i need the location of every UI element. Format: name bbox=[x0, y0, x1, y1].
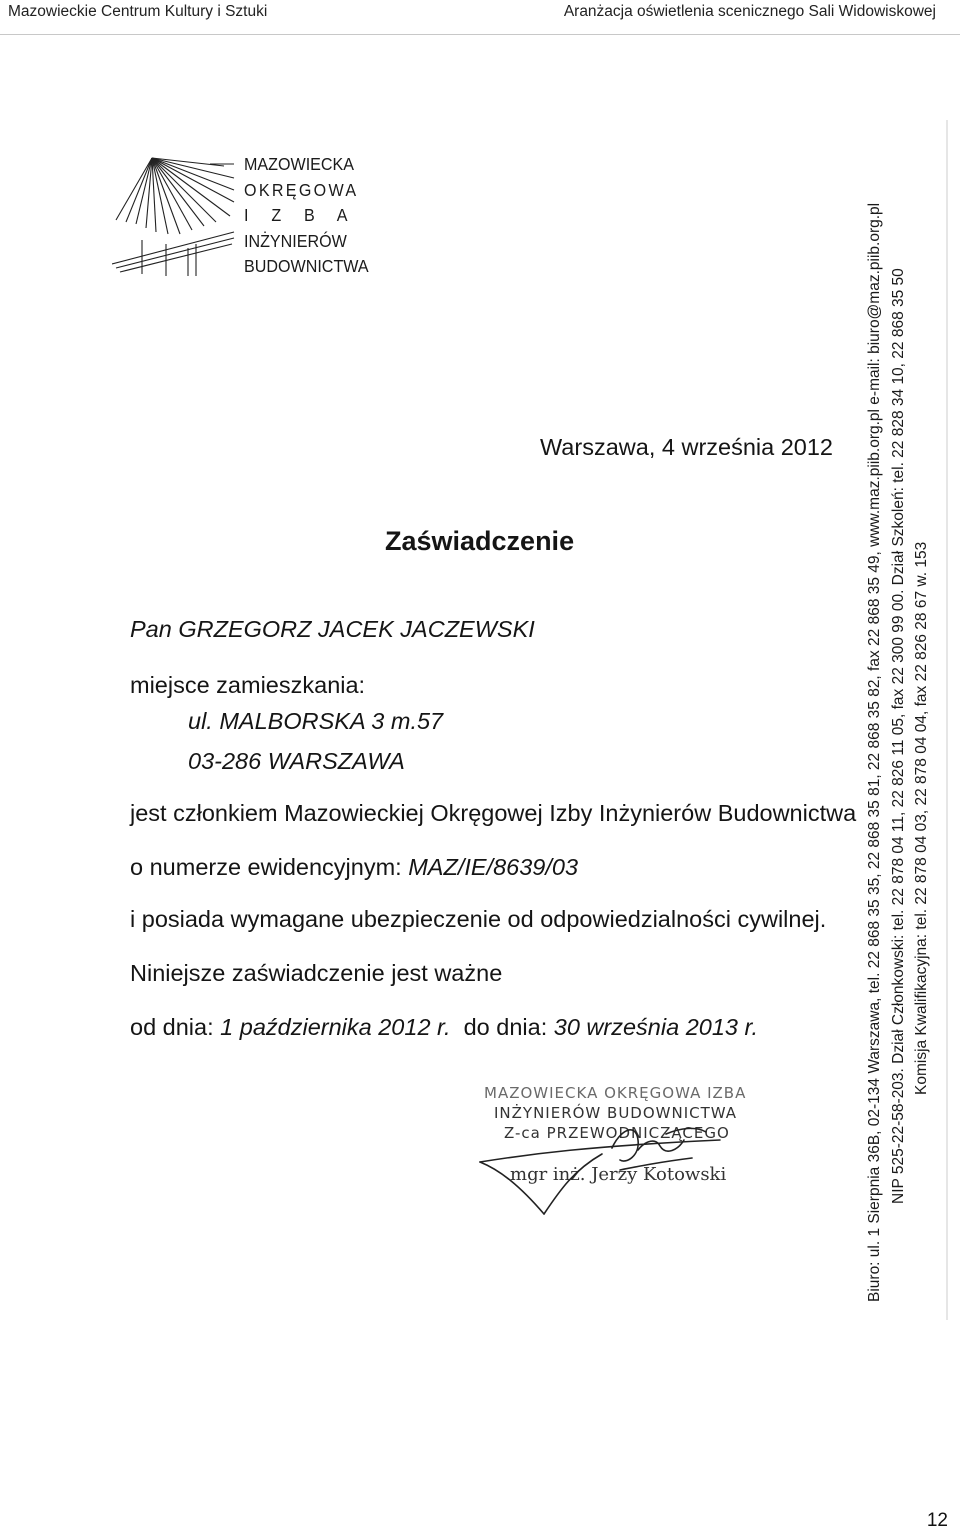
insurance-statement: i posiada wymagane ubezpieczenie od odpowiedzialności cywilnej. bbox=[130, 906, 827, 932]
validity-statement: Niniejsze zaświadczenie jest ważne bbox=[130, 960, 503, 986]
residence-city: 03-286 WARSZAWA bbox=[188, 748, 405, 774]
chamber-logo-text bbox=[244, 152, 369, 280]
document-date: Warszawa, 4 września 2012 bbox=[540, 434, 834, 460]
residence-street: ul. MALBORSKA 3 m.57 bbox=[188, 708, 444, 734]
residence-label: miejsce zamieszkania: bbox=[130, 672, 366, 698]
header-right-text: Aranżacja oświetlenia scenicznego Sali Widowiskowej bbox=[563, 3, 936, 20]
page-number: 12 bbox=[926, 1510, 948, 1531]
footer-contact-line: Biuro: ul. 1 Sierpnia 36B, 02-134 Warszawa, tel. 22 868 35 35, 22 868 35 81, 22 868 35 82, fax 22 868 35 49, www.maz.piib.org.pl e-mail: biuro@maz.piib.org.pl bbox=[866, 202, 883, 1302]
logo-line: BUDOWNICTWA bbox=[244, 256, 369, 276]
to-label: do dnia: bbox=[463, 1014, 548, 1040]
logo-line: OKRĘGOWA bbox=[244, 179, 359, 200]
logo-line: I Z B A bbox=[244, 205, 357, 225]
validity-dates bbox=[130, 1014, 758, 1041]
registration-value: MAZ/IE/8639/03 bbox=[408, 854, 579, 880]
stamp-line: Z-ca PRZEWODNICZĄCEGO bbox=[504, 1124, 730, 1142]
header-left-text: Mazowieckie Centrum Kultury i Sztuki bbox=[8, 3, 268, 20]
holder-name: Pan GRZEGORZ JACEK JACZEWSKI bbox=[130, 616, 535, 642]
to-date: 30 września 2013 r. bbox=[553, 1014, 758, 1040]
logo-line: MAZOWIECKA bbox=[244, 154, 355, 174]
document-title: Zaświadczenie bbox=[385, 526, 575, 556]
handwritten-signature-icon bbox=[470, 1110, 750, 1220]
registration-number bbox=[130, 854, 578, 881]
footer-contact-line: NIP 525-22-58-203. Dział Członkowski: tel. 22 878 04 11, 22 826 11 05, fax 22 300 99 00. Dział Szkoleń: tel. 22 828 34 10, 22 868 35 50 bbox=[890, 268, 907, 1204]
stamp-line: MAZOWIECKA OKRĘGOWA IZBA bbox=[484, 1084, 747, 1102]
chamber-logo-icon bbox=[112, 150, 238, 278]
stamp-line: INŻYNIERÓW BUDOWNICTWA bbox=[494, 1104, 738, 1122]
scan-edge bbox=[946, 120, 948, 1320]
footer-contact-line: Komisja Kwalifikacyjna: tel. 22 878 04 03, 22 878 04 04, fax 22 826 28 67 w. 153 bbox=[913, 541, 930, 1095]
logo-line: INŻYNIERÓW bbox=[244, 230, 347, 251]
page-header bbox=[0, 0, 960, 35]
from-label: od dnia: bbox=[130, 1014, 214, 1040]
from-date: 1 października 2012 r. bbox=[220, 1014, 451, 1040]
membership-statement: jest członkiem Mazowieckiej Okręgowej Izby Inżynierów Budownictwa bbox=[130, 800, 857, 826]
stamp-signatory: mgr inż. Jerzy Kotowski bbox=[510, 1164, 727, 1185]
registration-label: o numerze ewidencyjnym: bbox=[130, 854, 402, 880]
